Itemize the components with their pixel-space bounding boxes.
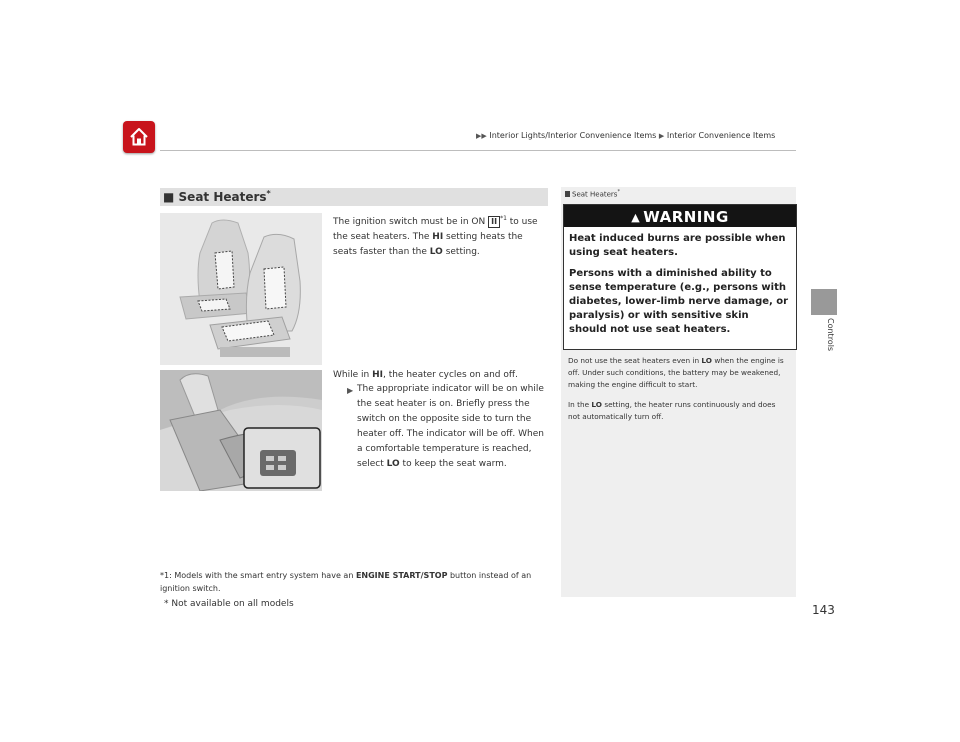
header-divider [160, 150, 796, 151]
hi-cycle-text: , the heater cycles on and off. [382, 370, 518, 380]
indicator-text: The appropriate indicator will be on while the seat heater is on. Briefly press the switch on the opposite side to turn the heater off. The indicator will be off. When a comfortable temperature is reached, select [357, 384, 544, 469]
indicator-text: to keep the seat warm. [399, 459, 507, 469]
warning-paragraph: Persons with a diminished ability to sense temperature (e.g., persons with diabetes, lower-limb nerve damage, or paralysis) or with sensitive skin should not use seat heaters. [569, 268, 789, 335]
section-title-mark: * [266, 189, 271, 198]
section-title-bullet: ■ [163, 190, 175, 204]
breadcrumb-link-lights[interactable]: Interior Lights/Interior Convenience Items [489, 131, 657, 140]
notes-text: setting, the heater runs continuously and does not automatically turn off. [568, 400, 776, 421]
notes-text: In the [568, 400, 592, 409]
notes-title-text: Seat Heaters [572, 190, 618, 199]
indicator-note [347, 382, 547, 472]
indicator-note-text [357, 382, 547, 472]
chapter-tab-label[interactable]: Controls [826, 318, 835, 352]
intro-text: setting heats the seats faster than the [333, 232, 523, 257]
notes-paragraph [568, 355, 788, 391]
footnote [160, 569, 550, 595]
intro-text: The ignition switch must be in ON [333, 217, 489, 227]
breadcrumb-current[interactable]: Interior Convenience Items [666, 131, 776, 140]
hi-cycle-paragraph [333, 368, 548, 383]
warning-header [564, 205, 796, 227]
availability-note: * Not available on all models [164, 599, 294, 609]
footnote-bold: ENGINE START/STOP [355, 571, 448, 580]
footnote-ref[interactable]: *1 [500, 215, 507, 222]
intro-text: to use the seat heaters. The [333, 217, 538, 242]
lo-label: LO [386, 459, 400, 469]
ignition-on-key-badge: II [488, 216, 500, 228]
triangle-right-icon: ▶ [347, 386, 354, 395]
hi-cycle-text: While in [333, 370, 373, 380]
seat-heaters-illustration [160, 213, 322, 365]
breadcrumb [476, 131, 775, 140]
triangle-right-icon: ▶ [658, 132, 665, 140]
seat-heater-switch-illustration [160, 370, 322, 491]
notes-text: Do not use the seat heaters even in [568, 356, 702, 365]
notes-paragraph [568, 399, 788, 423]
intro-paragraph [333, 211, 548, 260]
book-icon [565, 191, 570, 197]
lo-label: LO [591, 400, 602, 409]
hi-label: HI [432, 232, 444, 242]
intro-text: setting. [442, 247, 480, 257]
home-icon [128, 126, 150, 148]
lo-label: LO [429, 247, 443, 257]
footnote-text: *1: Models with the smart entry system have an [160, 571, 356, 580]
notes-text: when the engine is off. Under such conditions, the battery may be weakened, making the engine difficult to start. [568, 356, 784, 389]
chapter-tab-marker[interactable] [811, 289, 837, 315]
warning-label: WARNING [643, 208, 729, 226]
warning-paragraph: Heat induced burns are possible when using seat heaters. [569, 233, 786, 258]
lo-label: LO [701, 356, 713, 365]
footnote-text: button instead of an ignition switch. [160, 571, 532, 593]
notes-title [565, 189, 620, 198]
section-title-text: Seat Heaters [178, 190, 267, 204]
hi-label: HI [372, 370, 383, 380]
notes-body [568, 355, 788, 431]
notes-title-mark: * [617, 189, 620, 195]
triangle-right-icon: ▶▶ [476, 132, 487, 140]
home-button[interactable] [123, 121, 155, 153]
warning-triangle-icon: ▲ [631, 211, 641, 224]
warning-box [563, 204, 797, 350]
warning-text [569, 232, 789, 344]
page-number: 143 [812, 603, 835, 617]
section-title [163, 189, 271, 204]
